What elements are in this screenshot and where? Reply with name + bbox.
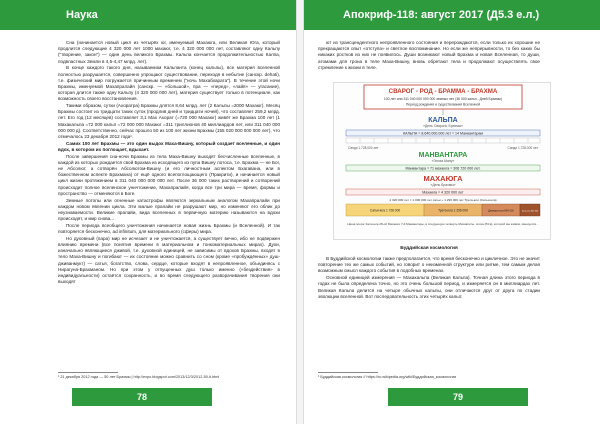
paragraph: Самих 100 лет Брахмы — это один выдох Маха-Вишну, который создает вселенные, и один вдох, в котором их поглощает, вдыхает. xyxy=(58,140,280,152)
mahayuga-title: МАХАЮГА xyxy=(423,174,463,183)
footnote-divider xyxy=(318,372,378,373)
paragraph: Основной единицей измерения — Махакальпа (Великая Кальпа). Точная длина этого периода в годах не была определена точно, но это очень большой период, и измеряется он в миллиардах лет. Великая Кальпа делится на четыре обычных кальпы, они отличаются друг от друга по стадии эволюции вселенной. Вот последовательность этих четырёх кальп: xyxy=(318,275,540,299)
kalpa-value: КАЛЬПА = 8.640.000.000 лет = 14 Манвантарам xyxy=(403,131,483,136)
cosmology-diagram xyxy=(333,82,551,240)
yugas-total: 4 320 000 лет = 1 000 000 лет сатьи + 1 296 000 лет Трета-юги (Сатья-юга) xyxy=(389,198,497,202)
paragraph: ют из трансцендентного непроявленного состояния и перерождаются, если только их хорошие не прекращаются опыт «отступа» и светлое воспоминание. Но если же непрерывности, то без каких бы никаких ростков из них не появилось. Души возникают новый Брахма и новая Вселенная, то души, атомами для трона в теле Маха-Вишну, вновь обретают тела и продолжают осуществлять свое стремление к жизни в теле. xyxy=(318,40,540,70)
right-page-number: 79 xyxy=(388,388,528,406)
manvantara-segments xyxy=(346,138,540,143)
brahma-line2: Период рождения и существования Вселенной xyxy=(405,102,481,107)
brahma-title: СВАРОГ - РОД - БРАММА - БРАХМА xyxy=(388,88,498,95)
book-spine xyxy=(296,0,304,424)
right-footnote[interactable]: ¹ Буддийская космология // https://ru.wikipedia.org/wiki/Буддийская_космология xyxy=(318,375,457,379)
yuga-label-treta: Трета-юга 1 296 000 xyxy=(438,208,468,213)
yuga-label-dvapara: Двапара-юга 864 000 xyxy=(488,209,514,213)
paragraph: Земные потопы или огненные катастрофы являются зеркальным аналогом Махапралайи при каждом новом явлении цикла. Эти малые пралайи не разрушают мир, но изменяют его облик до неузнаваемости. Великие пралайи, вида вселенных в первичную материю называются на вдохи происходят, и мир снова... xyxy=(58,197,280,222)
kalpa-title: КАЛЬПА xyxy=(428,117,458,124)
mahayuga-value: Махаюга = 4 320 000 лет xyxy=(422,190,464,195)
left-header-title: Наука xyxy=(66,9,98,21)
paragraph: В конце каждого такого дня, называемом Кальпанта (конец кальпы), все материя вселенной полностью разрушается, совершенно упрощают существование, переходя в небытие (санскр. dehati), т.е. физический мир погружается причинным временем ("ночь Махабхарата"). В течение этой ночи Брахмы, именуемой Махапралайя (санскр. — «большой», пра — «перед», «лайя» — угасание), которая длится также одну Кальпу (4 320 000 000 лет), материя существует только в потенциале, как возможность своего восстановления. xyxy=(58,65,280,102)
brahma-line1: 100 лет или 311 040 000 000 000 земных лет (36 000 кальп - Дней Брахмы) xyxy=(383,97,503,101)
paragraph: После периода всеобщего уничтожения начинается новая жизнь Брахмы (и Вселенной). И так повторяется бесконечно, ad infinitum, для материального (сферы) мира. xyxy=(58,222,280,235)
manvantara-subtitle: «Эпоха Ману» xyxy=(431,159,455,163)
sandhi-right: Санди 1.728.000 лет xyxy=(507,146,538,150)
yuga-label-satya: Сатья-юга 1 728 000 xyxy=(369,208,401,213)
paragraph: Но духовный (пара) мир не исчезает и не уничтожается, а существует вечно, ибо не подвержен влиянию времени (все понятия времени в материальном и тонкоматериальных мирах). Духи, изначально являющиеся дживой, т.е. духовной единицей, не зависимы от вдохов Брахмы, входят в тело Маха-Вишну и погибают — их состояние можно сравнить со сном (кроме «пробуждённых» душ-дживанмукт) — сатья, богатство, слова, сердце, которые входят в непроявленное, объединясь с Нирагуна-Брахманом. Но при этом у отпущенных душ только именно («бездействия» в индивидуальности) остаётся сохранность, и во время следующего разворачивания творения они выходят xyxy=(58,235,280,285)
paragraph: В Буддийской космологии также предполагается, что время бесконечно и цикличное. Это не значит повторение тех же самых событий, но говорит о неизменной структуре или ритме, тем самым делая возможным смысл каждого события в подобных временах. xyxy=(318,256,540,274)
kalpa-subtitle: «День Сварога, Брахмы» xyxy=(423,124,463,128)
left-page-number: 78 xyxy=(72,388,212,406)
diagram-bottom-note: Наша эпоха: Кали-юга 28-ой Махаюги 7-й Манвантары, в следующую четверть Махавлиты, эпоха (Юга), которой мы живём, именуется... xyxy=(347,222,539,226)
left-page-text xyxy=(58,40,280,286)
right-header-title: Апокриф-118: август 2017 (Д5.3 е.л.) xyxy=(343,9,540,21)
mahayuga-subtitle: «День Брахмы» xyxy=(430,183,456,187)
yuga-label-kali: Кали-юга 432 000 xyxy=(521,210,539,213)
right-page-top-text xyxy=(318,40,540,72)
paragraph: После завершения сна-ночи Брахмы из тела Маха-Вишну выходят бесчисленные вселенные, в каждой из которых рождается свой Брахма из исходящего из пупа Вишну лотоса, т.е. Брахма — не Бог, не Абсолют, а сотворён Абсолютом-Вишну (и его личностным аспектом Бхагавана, или в божественном аспекте Брахмана) от ещё одного всепоглощающего (Пракрити), и начинается новый цикл жизни протяжением в 311 040 000 000 000 лет. После 36 000 таких растворений и сотворений происходит полное вселенское уничтожение, Махапралайя, когда все три мира — время, формы и пространство — отменяются в Боге. xyxy=(58,153,280,196)
left-footnote[interactable]: ¹ 21 декабря 2012 года — 50 лет Брахмы | http://expo.blogspot.com/2013/12/3/2012-50-lt.html xyxy=(58,375,220,379)
manvantara-title: МАНВАНТАРА xyxy=(418,152,468,159)
manvantara-value: Манвантара = 71 махаюга = 306 720 000 лет. xyxy=(405,166,481,171)
diagram-caption: Буддийская космология xyxy=(400,246,458,251)
right-page-bottom-text xyxy=(318,256,540,300)
cosmology-diagram-svg xyxy=(334,83,552,241)
paragraph: Сна (начинается новый цикл из четырёх юг, именуемый Махаюга, или Великая Юга, который продлится следующие 4 320 000 лет 1000 махаюг, т.е. 4 320 000 000 лет, составляют одну Кальпу ("творение, закон") — один день великого Брахмы. Кальпа кончается продолжительностью Калпа, подвластных Земли в 4,5-4,47 млрд. лет). xyxy=(58,40,280,64)
paragraph: Такими образом, сутки (Ахоратра) Брахмы длятся 8,64 млрд. лет (2 Кальпы =2000 Махаюг). Месяц Брахмы состоит из тридцати таких суток (продлив дней и тридцати ночей), что составляет 259,2 млрд. лет. Его год (12 месяцев) составляет 3,1 Мах Ахорат (=720 000 Махаюг) живёт же Брахма 100 лет (1 Махакальпа =72 000 кальп =72 000 000 Махаюг =311 триллионов 40 миллиардов лет, или 311 040 000 000 000 д). Соответственно, сейчас прошло 50 из 100 лет жизни Брахмы (155 020 000 000 000 лет), что отмечалось 23 декабря 2012 года¹. xyxy=(58,103,280,140)
footnote-divider xyxy=(58,372,118,373)
sandhi-left: Санди 1.728.000 лет xyxy=(348,146,379,150)
